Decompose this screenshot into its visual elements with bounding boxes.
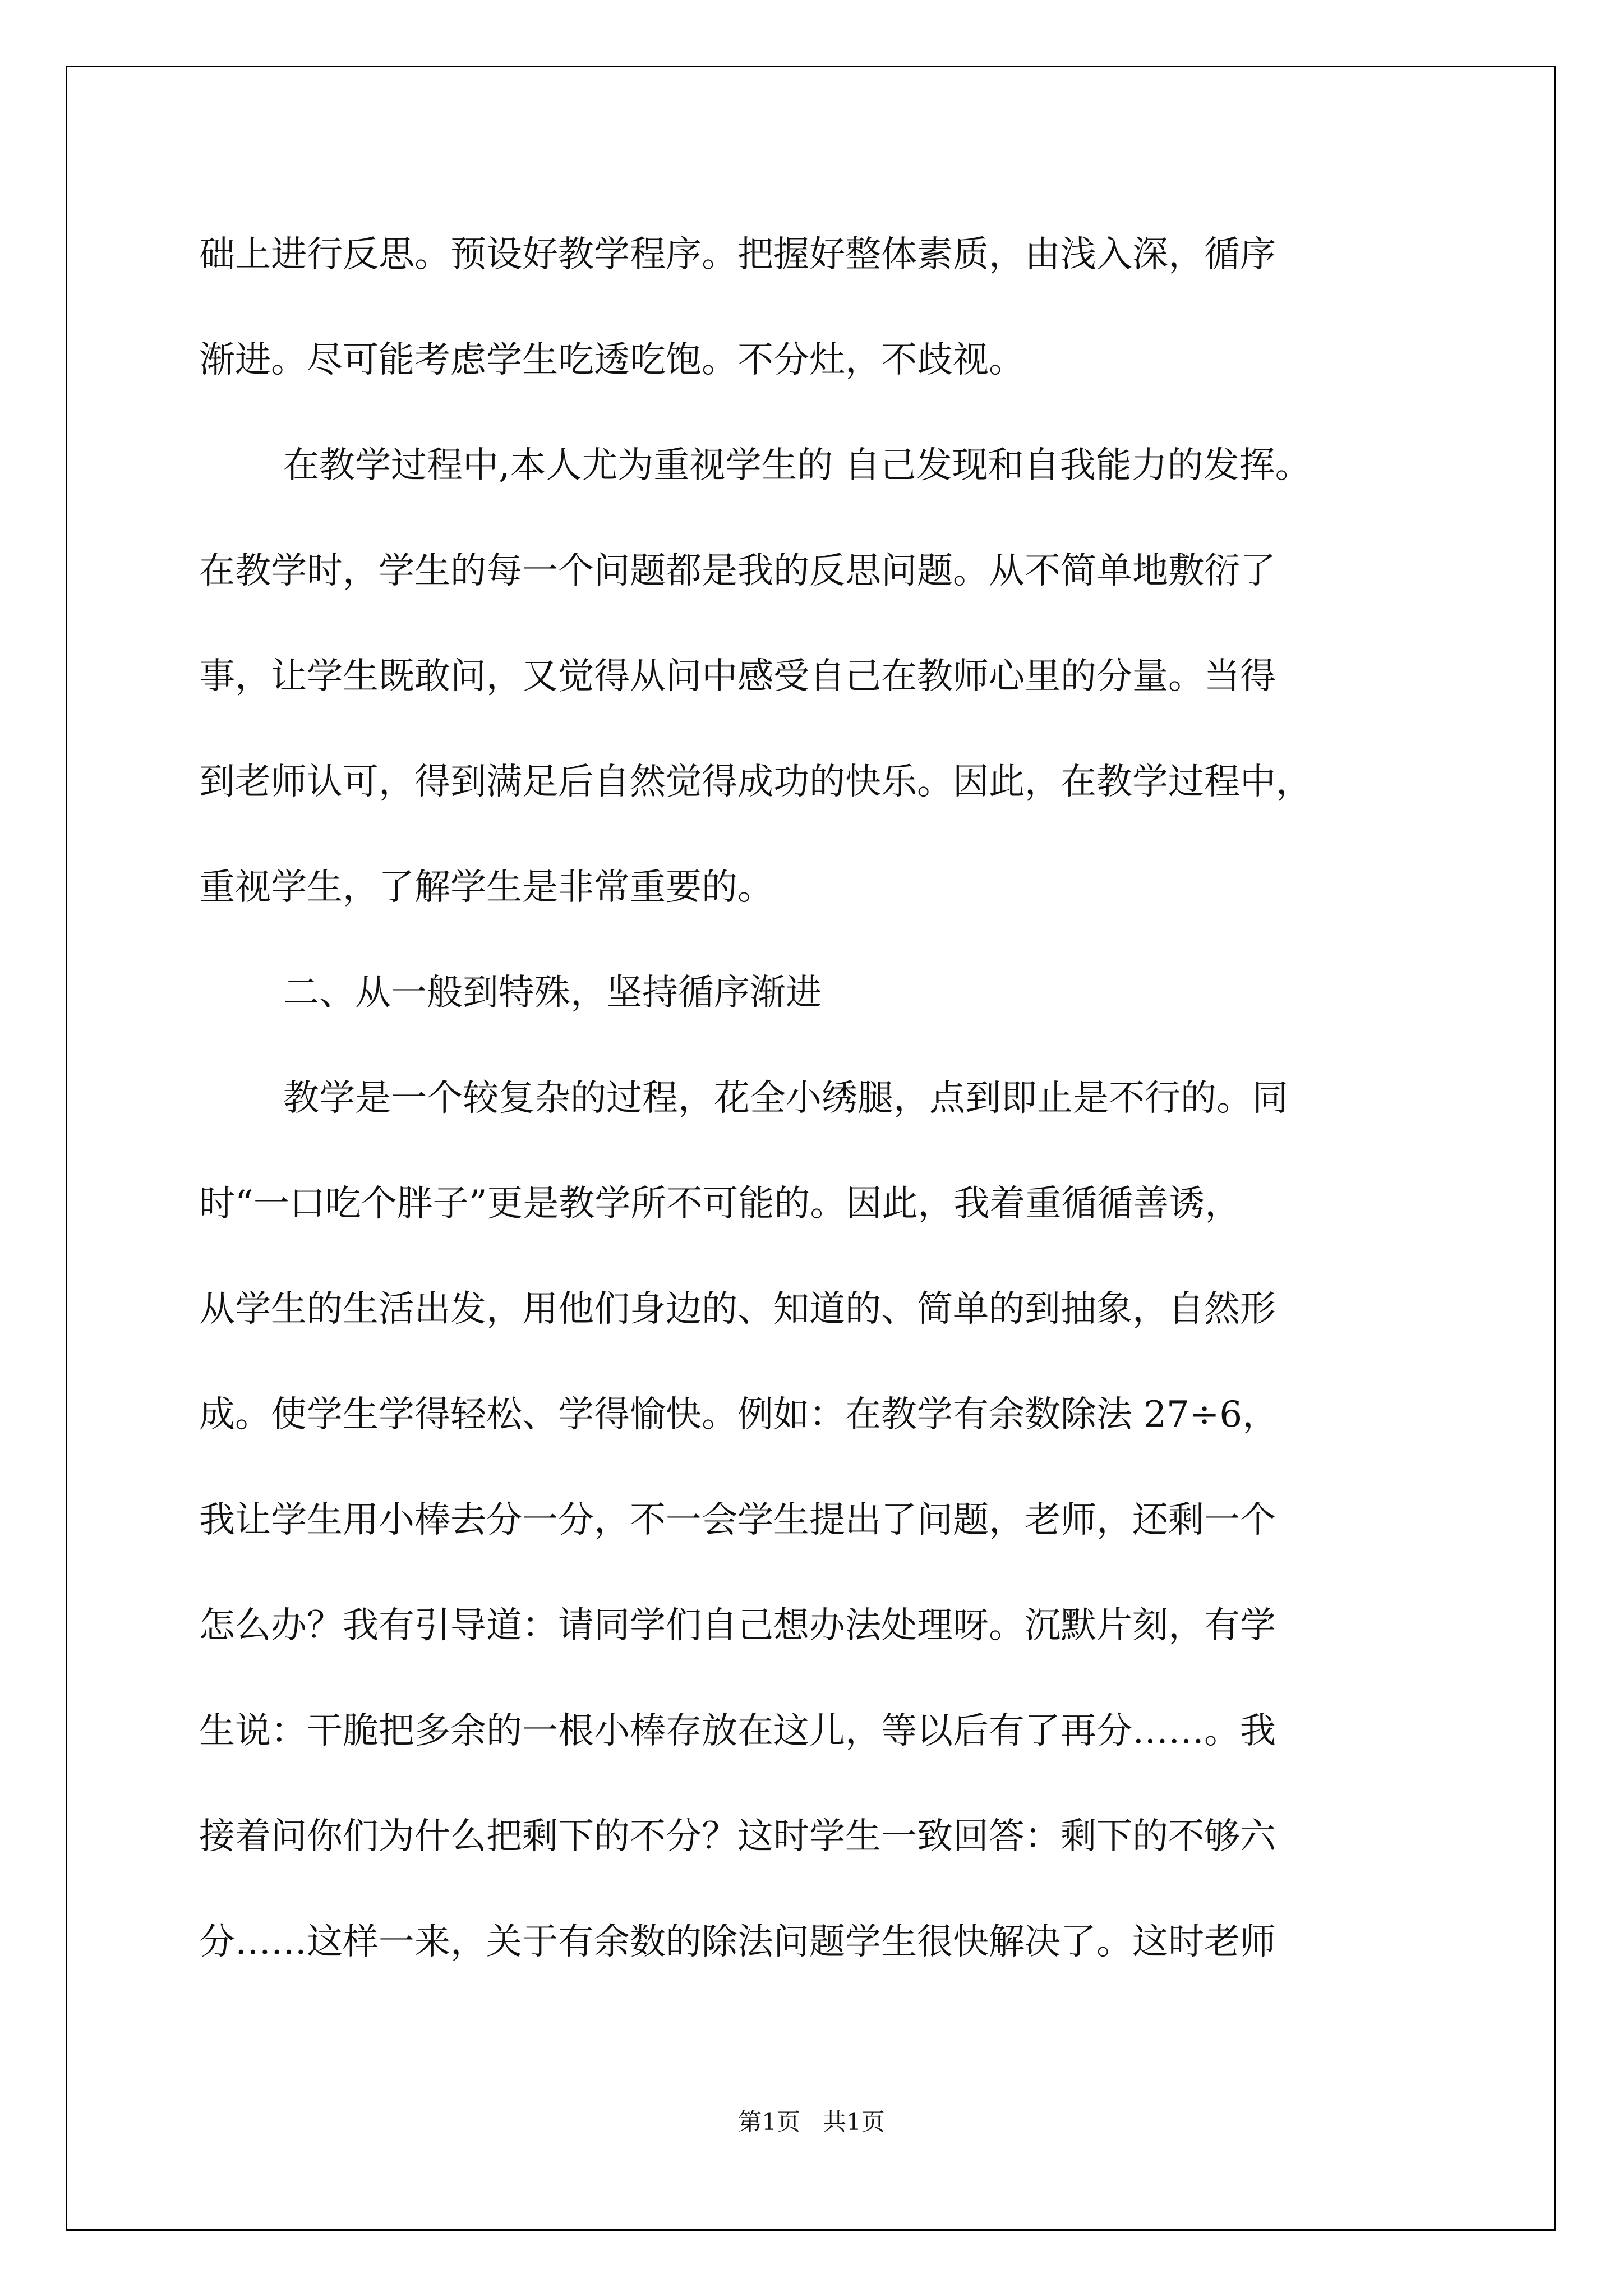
- text-line: 在教学时，学生的每一个问题都是我的反思问题。从不简单地敷衍了: [199, 550, 1276, 592]
- text-line: 事，让学生既敢问，又觉得从问中感受自己在教师心里的分量。当得: [199, 656, 1276, 697]
- document-body: [199, 202, 1433, 1995]
- text-line: 二、从一般到特殊，坚持循序渐进: [283, 972, 822, 1014]
- text-line: 到老师认可，得到满足后自然觉得成功的快乐。因此，在教学过程中，: [199, 761, 1312, 803]
- text-line: 分……这样一来，关于有余数的除法问题学生很快解决了。这时老师: [199, 1921, 1276, 1963]
- text-line: 在教学过程中,本人尤为重视学生的 自己发现和自我能力的发挥。: [283, 445, 1311, 486]
- text-line: 接着问你们为什么把剩下的不分？这时学生一致回答：剩下的不够六: [199, 1816, 1276, 1857]
- text-line: 教学是一个较复杂的过程，花全小绣腿，点到即止是不行的。同: [283, 1078, 1288, 1119]
- text-line: 础上进行反思。预设好教学程序。把握好整体素质，由浅入深，循序: [199, 234, 1276, 275]
- text-line: 生说：干脆把多余的一根小棒存放在这儿，等以后有了再分……。我: [199, 1710, 1276, 1752]
- text-line: 重视学生，了解学生是非常重要的。: [199, 867, 773, 908]
- page-footer: 第1页 共1页: [738, 2108, 885, 2136]
- text-line: 怎么办？我有引导道：请同学们自己想办法处理呀。沉默片刻，有学: [199, 1605, 1276, 1646]
- text-line: 时“一口吃个胖子”更是教学所不可能的。因此，我着重循循善诱，: [199, 1183, 1241, 1225]
- text-line: 成。使学生学得轻松、学得愉快。例如：在教学有余数除法 27÷6，: [199, 1394, 1279, 1435]
- text-line: 从学生的生活出发，用他们身边的、知道的、简单的到抽象，自然形: [199, 1289, 1276, 1330]
- text-line: 我让学生用小棒去分一分，不一会学生提出了问题，老师，还剩一个: [199, 1499, 1276, 1541]
- text-line: 渐进。尽可能考虑学生吃透吃饱。不分灶，不歧视。: [199, 339, 1025, 381]
